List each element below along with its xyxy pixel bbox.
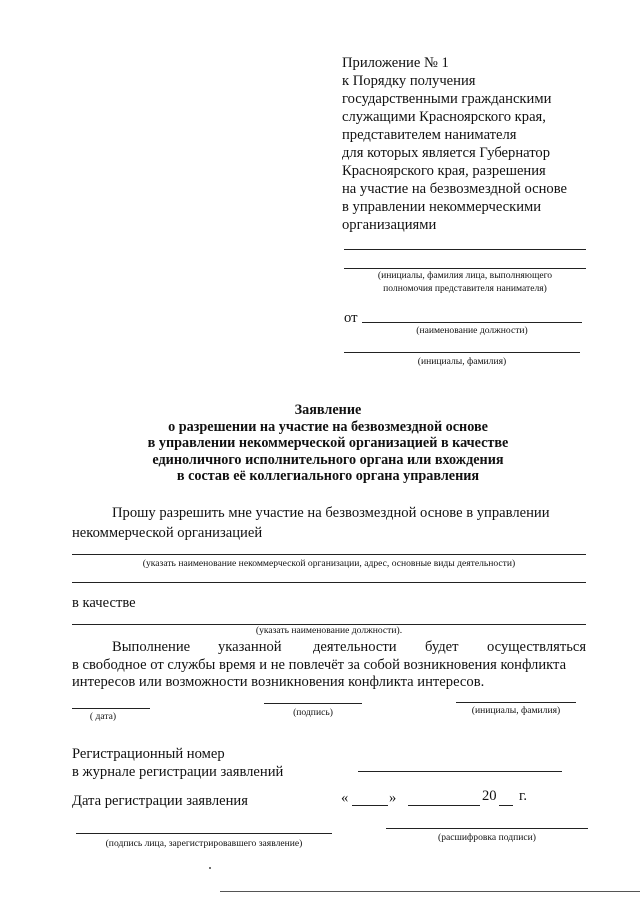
- request-line-1: Прошу разрешить мне участие на безвозмездной основе в управлении: [112, 505, 550, 521]
- title-line: единоличного исполнительного органа или вхождения: [152, 451, 504, 468]
- request-line-2: некоммерческой организацией: [72, 525, 263, 541]
- appendix-line: Приложение № 1: [342, 55, 449, 71]
- registrar-signature-line[interactable]: [76, 833, 332, 834]
- organization-line-1[interactable]: [72, 554, 586, 555]
- title-line: в управлении некоммерческой организацией в качестве: [147, 435, 509, 451]
- year-suffix: г.: [519, 788, 527, 804]
- registration-number-label-1: Регистрационный номер: [72, 746, 225, 762]
- from-name-line[interactable]: [344, 352, 580, 353]
- registration-number-line[interactable]: [358, 771, 562, 772]
- title-line: Заявление: [294, 402, 362, 418]
- year-line[interactable]: [499, 805, 513, 806]
- appendix-line: организациями: [342, 217, 437, 233]
- day-line[interactable]: [352, 805, 388, 806]
- organization-caption: (указать наименование некоммерческой организации, адрес, основные виды деятельности): [142, 558, 516, 569]
- from-name-caption: (инициалы, фамилия): [417, 356, 507, 367]
- year-prefix: 20: [482, 788, 497, 804]
- appendix-line: к Порядку получения: [342, 73, 476, 89]
- appendix-line: Красноярского края, разрешения: [342, 163, 546, 179]
- capacity-caption: (указать наименование должности).: [255, 625, 403, 636]
- activity-word: указанной: [218, 639, 282, 655]
- name-line[interactable]: [456, 702, 576, 703]
- addressee-line-2[interactable]: [344, 268, 586, 269]
- document-title: [60, 402, 596, 485]
- scan-speck: [209, 867, 211, 869]
- from-position-caption: (наименование должности): [416, 325, 528, 336]
- month-line[interactable]: [408, 805, 480, 806]
- title-line: в состав её коллегиального органа управления: [176, 468, 480, 484]
- appendix-header: [342, 54, 612, 234]
- addressee-caption-1: (инициалы, фамилия лица, выполняющего: [377, 270, 553, 281]
- scan-bottom-edge: [220, 891, 640, 892]
- organization-line-2[interactable]: [72, 582, 586, 583]
- date-caption: ( дата): [89, 711, 117, 722]
- from-label: от: [344, 310, 358, 326]
- title-line: о разрешении на участие на безвозмездной основе: [168, 418, 488, 435]
- appendix-line: государственными гражданскими: [342, 91, 552, 107]
- registration-date-label: Дата регистрации заявления: [72, 793, 248, 809]
- appendix-line: в управлении некоммерческими: [342, 199, 542, 215]
- decoding-caption: (расшифровка подписи): [438, 832, 536, 843]
- registrar-caption: (подпись лица, зарегистрировавшего заявление): [105, 838, 303, 849]
- decoding-line[interactable]: [386, 828, 588, 829]
- activity-word: Выполнение: [112, 639, 191, 655]
- registration-number-label-2: в журнале регистрации заявлений: [72, 764, 284, 780]
- appendix-line: представителем нанимателя: [342, 127, 517, 143]
- capacity-label: в качестве: [72, 595, 136, 611]
- addressee-line-1[interactable]: [344, 249, 586, 250]
- activity-word: деятельности: [313, 639, 397, 655]
- addressee-caption-2: полномочия представителя нанимателя): [383, 283, 547, 294]
- appendix-line: для которых является Губернатор: [342, 145, 551, 161]
- date-open-quote: «: [341, 790, 349, 806]
- date-close-quote: »: [389, 790, 397, 806]
- activity-word: осуществляться: [487, 639, 587, 655]
- appendix-line: на участие на безвозмездной основе: [342, 181, 567, 197]
- date-line[interactable]: [72, 708, 150, 709]
- signature-line[interactable]: [264, 703, 362, 704]
- appendix-line: служащими Красноярского края,: [342, 109, 546, 125]
- activity-line-3: интересов или возможности возникновения конфликта интересов.: [72, 674, 485, 690]
- signature-caption: (подпись): [293, 707, 333, 718]
- name-caption: (инициалы, фамилия): [471, 705, 561, 716]
- activity-line-2: в свободное от службы время и не повлечёт за собой возникновения конфликта: [72, 657, 567, 673]
- from-position-line[interactable]: [362, 322, 582, 323]
- activity-word: будет: [425, 639, 459, 655]
